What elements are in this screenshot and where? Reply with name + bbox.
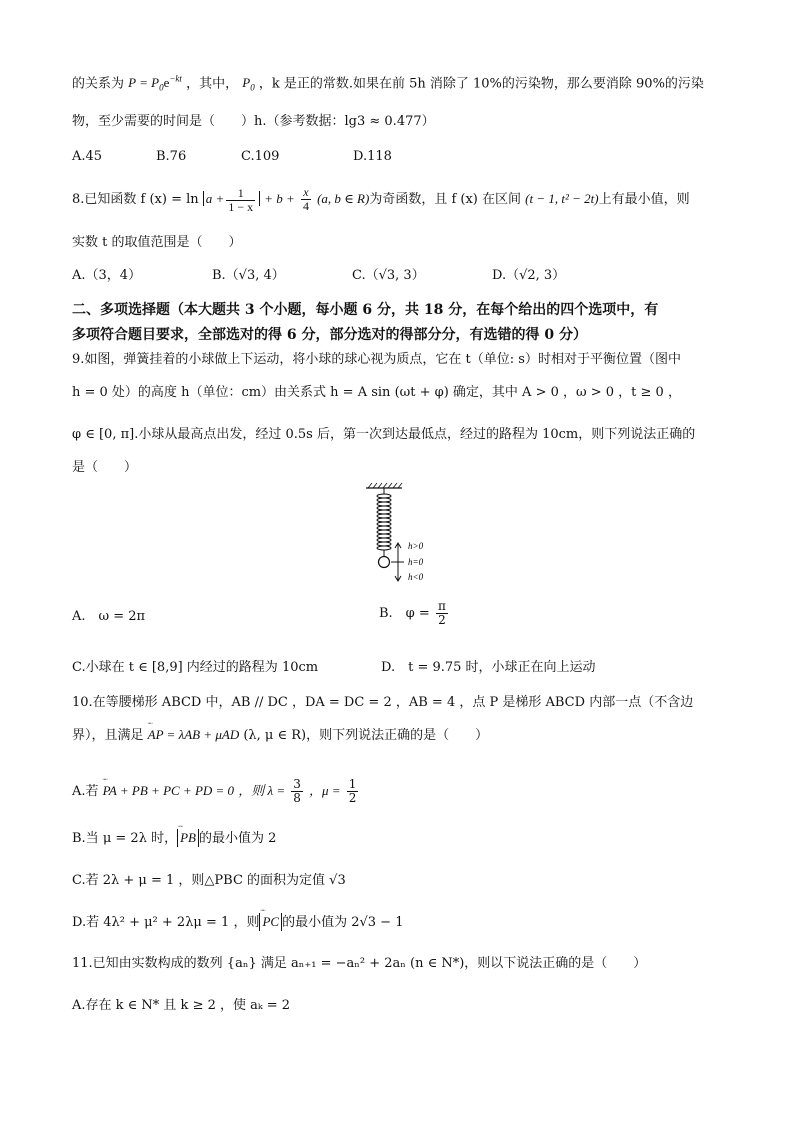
q8-text-post2: 上有最小值，则 — [598, 192, 690, 207]
q10-option-a: A.若 ᵕᵕᵕ PA + PB + PC + PD = 0 ，则 λ = $\frac{3}{8}$ ，μ = $\frac{1}{2}$ — [72, 778, 360, 805]
q7-option-b: B.76 — [156, 149, 187, 164]
q8-option-b: B.（√3, 4） — [212, 268, 285, 283]
q9-option-b-frac: $\frac{\pi}{2}$ — [437, 599, 446, 627]
q8-text-post: 为奇函数，且 f (x) 在区间 — [369, 192, 521, 207]
q9-option-b: B. φ = $\frac{\pi}{2}$ — [379, 599, 446, 627]
q11-option-a: A.存在 k ∈ N* 且 k ≥ 2 ，使 aₖ = 2 — [72, 998, 291, 1013]
q8-text: 已知函数 f (x) = ln — [84, 192, 199, 207]
fig-label-h-positive: h>0 — [408, 541, 424, 551]
q11-line1: 11.已知由实数构成的数列 {aₙ} 满足 aₙ₊₁ = −aₙ² + 2aₙ (n ∈ N*)，则以下说法正确的是（ ） — [72, 956, 647, 971]
q10-option-a-frac1: $\frac{3}{8}$ — [293, 777, 301, 805]
q8-frac-x4: $\frac{x}{4}$ — [302, 185, 309, 213]
q10-vector-eq: ᵕᵕᵕ AP = λAB + μAD — [148, 726, 240, 744]
section2-heading-line1: 二、多项选择题（本大题共 3 个小题，每小题 6 分，共 18 分，在每个给出的四个选项中，有 — [72, 302, 659, 318]
q8-interval: (t − 1, t² − 2t) — [525, 191, 599, 206]
q10-option-a-vector: ᵕᵕᵕ PA + PB + PC + PD = 0 — [103, 782, 234, 800]
spring-figure — [360, 482, 450, 587]
q8-option-c: C.（√3, 3） — [352, 268, 425, 283]
q8-cond: (a, b ∈ R) — [317, 191, 370, 206]
q9-option-d: D. t = 9.75 时，小球正在向上运动 — [381, 660, 596, 675]
q9-option-c: C.小球在 t ∈ [8,9] 内经过的路程为 10cm — [72, 660, 319, 675]
q8-option-d: D.（√2, 3） — [492, 268, 566, 283]
q7-p0: $P_0$ — [242, 75, 255, 93]
q9-line4: 是（ ） — [72, 460, 138, 475]
q9-line2: h = 0 处）的高度 h（单位：cm）由关系式 h = A sin (ωt + φ) 确定，其中 A > 0 ，ω > 0 ，t ≥ 0 ， — [72, 385, 681, 400]
q8-line1 — [72, 186, 690, 214]
q10-line1: 10.在等腰梯形 ABCD 中，AB // DC ，DA = DC = 2 ，AB = 4 ，点 P 是梯形 ABCD 内部一点（不含边 — [72, 695, 694, 710]
fig-label-h-negative: h<0 — [408, 572, 424, 582]
q8-plus-b: + b + — [264, 191, 295, 206]
q8-abs: a + $\frac{1}{1 - x}$ — [203, 191, 260, 206]
q7-text-post: ，k 是正的常数.如果在前 5h 消除了 10%的污染物，那么要消除 90%的污染 — [258, 76, 704, 92]
q10-option-d: D.若 4λ² + μ² + 2λμ = 1 ，则ᵕᵕᵕ PC 的最小值为 2√3 − 1 — [72, 913, 403, 932]
q10-option-b-vector: ᵕᵕᵕ PB — [177, 829, 199, 847]
q7-option-c: C.109 — [241, 149, 280, 164]
q7-line1 — [72, 70, 704, 97]
q9-line1: 9.如图，弹簧挂着的小球做上下运动，将小球的球心视为质点，它在 t（单位: s）时相对于平衡位置（图中 — [72, 352, 681, 367]
q7-text: 的关系为 — [72, 76, 125, 92]
fig-label-h-zero: h=0 — [408, 557, 424, 567]
q9-line3: φ ∈ [0, π].小球从最高点出发，经过 0.5s 后，第一次到达最低点，经过的路程为 10cm，则下列说法正确的 — [72, 427, 696, 442]
q8-line2: 实数 t 的取值范围是（ ） — [72, 235, 242, 250]
q10-option-b: B.当 μ = 2λ 时，ᵕᵕᵕ PB 的最小值为 2 — [72, 829, 276, 848]
q8-number: 8. — [72, 192, 85, 207]
q7-formula: $P = P_0e^{-kt}$ — [128, 74, 182, 93]
q9-option-a: A. ω = 2π — [72, 609, 146, 624]
section2-heading-line2: 多项符合题目要求，全部选对的得 6 分，部分选对的得部分分，有选错的得 0 分） — [72, 327, 587, 343]
q7-line2: 物，至少需要的时间是（ ）h.（参考数据：lg3 ≈ 0.477） — [72, 114, 435, 129]
q7-option-a: A.45 — [72, 149, 103, 164]
q7-option-d: D.118 — [353, 149, 392, 164]
q10-option-c: C.若 2λ + μ = 1 ，则△PBC 的面积为定值 √3 — [72, 873, 346, 888]
q10-line2: 界），且满足 ᵕᵕᵕ AP = λAB + μAD (λ, μ ∈ R)，则下列说法正确的是（ ） — [72, 726, 488, 745]
q8-option-a: A.（3，4） — [72, 268, 142, 283]
q10-option-a-frac2: $\frac{1}{2}$ — [348, 777, 357, 805]
q7-text-mid: ，其中， — [186, 76, 239, 92]
q10-option-d-vector: ᵕᵕᵕ PC — [259, 913, 282, 931]
